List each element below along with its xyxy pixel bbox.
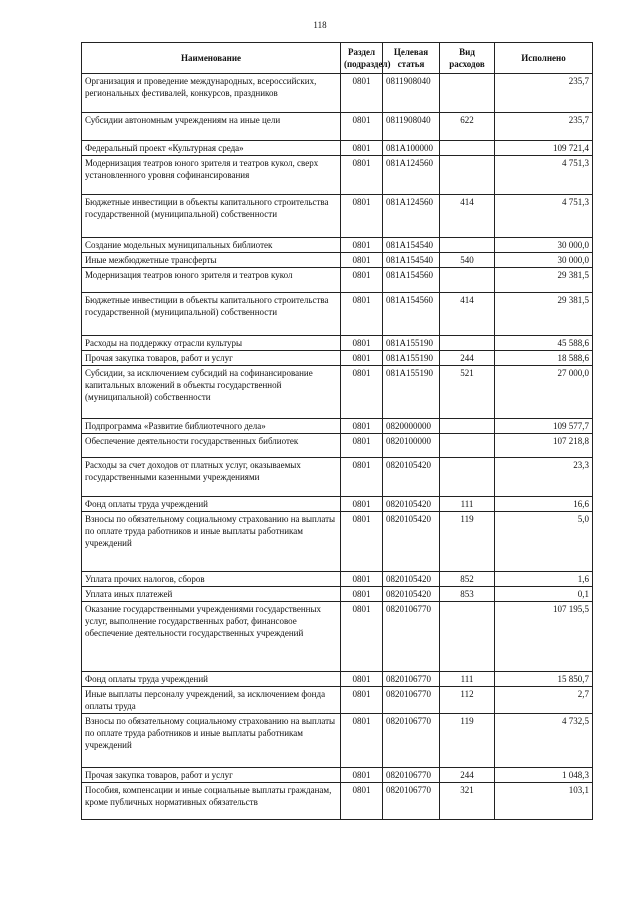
table-row — [82, 351, 593, 366]
header-section: Раздел (подраздел) — [341, 43, 383, 74]
table-row — [82, 366, 593, 419]
row-target: 0820000000 — [383, 419, 440, 434]
row-kind: 414 — [440, 195, 495, 238]
table-row — [82, 572, 593, 587]
row-amount: 30 000,0 — [495, 238, 593, 253]
row-kind — [440, 336, 495, 351]
row-section: 0801 — [341, 74, 383, 113]
row-name: Расходы на поддержку отрасли культуры — [82, 336, 341, 351]
row-amount: 109 577,7 — [495, 419, 593, 434]
row-kind: 540 — [440, 253, 495, 268]
table-row — [82, 497, 593, 512]
row-target: 0820106770 — [383, 783, 440, 820]
table-row — [82, 672, 593, 687]
row-section: 0801 — [341, 238, 383, 253]
row-target: 081A155190 — [383, 351, 440, 366]
row-target: 081A154540 — [383, 238, 440, 253]
row-kind: 853 — [440, 587, 495, 602]
row-target: 081A124560 — [383, 195, 440, 238]
row-name: Бюджетные инвестиции в объекты капитального строительства государственной (муниципальной) собственности — [82, 195, 341, 238]
row-amount: 45 588,6 — [495, 336, 593, 351]
row-kind — [440, 602, 495, 672]
row-amount: 15 850,7 — [495, 672, 593, 687]
row-kind — [440, 238, 495, 253]
row-section: 0801 — [341, 419, 383, 434]
table-row — [82, 156, 593, 195]
row-name: Бюджетные инвестиции в объекты капитального строительства государственной (муниципальной) собственности — [82, 293, 341, 336]
table-row — [82, 141, 593, 156]
row-amount: 29 381,5 — [495, 268, 593, 293]
row-name: Иные межбюджетные трансферты — [82, 253, 341, 268]
row-target: 081A155190 — [383, 366, 440, 419]
row-section: 0801 — [341, 195, 383, 238]
row-name: Уплата иных платежей — [82, 587, 341, 602]
row-amount: 4 751,3 — [495, 156, 593, 195]
row-section: 0801 — [341, 293, 383, 336]
row-target: 0820105420 — [383, 572, 440, 587]
row-section: 0801 — [341, 768, 383, 783]
table-row — [82, 602, 593, 672]
row-target: 0820106770 — [383, 768, 440, 783]
table-row — [82, 238, 593, 253]
header-amount: Исполнено — [495, 43, 593, 74]
row-kind: 244 — [440, 351, 495, 366]
table-row — [82, 419, 593, 434]
row-kind: 852 — [440, 572, 495, 587]
table-row — [82, 293, 593, 336]
row-section: 0801 — [341, 141, 383, 156]
row-target: 0820100000 — [383, 434, 440, 458]
row-kind: 111 — [440, 672, 495, 687]
row-amount: 29 381,5 — [495, 293, 593, 336]
row-amount: 16,6 — [495, 497, 593, 512]
row-target: 0820105420 — [383, 587, 440, 602]
row-amount: 27 000,0 — [495, 366, 593, 419]
row-section: 0801 — [341, 113, 383, 141]
row-target: 081A154540 — [383, 253, 440, 268]
row-name: Субсидии автономным учреждениям на иные цели — [82, 113, 341, 141]
row-name: Модернизация театров юного зрителя и театров кукол, сверх установленного уровня софинансирования — [82, 156, 341, 195]
header-name: Наименование — [82, 43, 341, 74]
row-amount: 5,0 — [495, 512, 593, 572]
row-amount: 0,1 — [495, 587, 593, 602]
row-amount: 1 048,3 — [495, 768, 593, 783]
header-kind: Вид расходов — [440, 43, 495, 74]
row-kind — [440, 74, 495, 113]
row-amount: 2,7 — [495, 687, 593, 714]
row-name: Иные выплаты персоналу учреждений, за исключением фонда оплаты труда — [82, 687, 341, 714]
row-section: 0801 — [341, 336, 383, 351]
row-name: Пособия, компенсации и иные социальные выплаты гражданам, кроме публичных нормативных обязательств — [82, 783, 341, 820]
row-name: Модернизация театров юного зрителя и театров кукол — [82, 268, 341, 293]
table-row — [82, 687, 593, 714]
table-row — [82, 768, 593, 783]
row-name: Обеспечение деятельности государственных библиотек — [82, 434, 341, 458]
row-section: 0801 — [341, 458, 383, 497]
row-amount: 18 588,6 — [495, 351, 593, 366]
row-kind: 111 — [440, 497, 495, 512]
row-section: 0801 — [341, 351, 383, 366]
row-amount: 103,1 — [495, 783, 593, 820]
row-amount: 23,3 — [495, 458, 593, 497]
table-row — [82, 714, 593, 768]
row-section: 0801 — [341, 512, 383, 572]
row-section: 0801 — [341, 268, 383, 293]
table-row — [82, 253, 593, 268]
row-section: 0801 — [341, 572, 383, 587]
row-kind — [440, 141, 495, 156]
table-row — [82, 458, 593, 497]
table-row — [82, 268, 593, 293]
row-kind — [440, 458, 495, 497]
row-target: 0811908040 — [383, 74, 440, 113]
row-target: 0820105420 — [383, 512, 440, 572]
row-amount: 4 751,3 — [495, 195, 593, 238]
row-section: 0801 — [341, 602, 383, 672]
header-target: Целевая статья — [383, 43, 440, 74]
row-kind — [440, 419, 495, 434]
row-name: Оказание государственными учреждениями государственных услуг, выполнение государственных работ, финансовое обеспечение деятельности государственных учреждений — [82, 602, 341, 672]
row-amount: 107 218,8 — [495, 434, 593, 458]
row-name: Прочая закупка товаров, работ и услуг — [82, 351, 341, 366]
row-target: 0820105420 — [383, 497, 440, 512]
row-amount: 235,7 — [495, 74, 593, 113]
row-name: Взносы по обязательному социальному страхованию на выплаты по оплате труда работников и иные выплаты работникам учреждений — [82, 512, 341, 572]
row-kind: 622 — [440, 113, 495, 141]
row-kind: 521 — [440, 366, 495, 419]
table-row — [82, 74, 593, 113]
row-target: 0820106770 — [383, 602, 440, 672]
row-target: 0820105420 — [383, 458, 440, 497]
row-section: 0801 — [341, 687, 383, 714]
row-section: 0801 — [341, 497, 383, 512]
table-row — [82, 195, 593, 238]
row-name: Фонд оплаты труда учреждений — [82, 672, 341, 687]
table-row — [82, 113, 593, 141]
row-kind: 414 — [440, 293, 495, 336]
row-amount: 107 195,5 — [495, 602, 593, 672]
table-row — [82, 587, 593, 602]
row-amount: 1,6 — [495, 572, 593, 587]
row-target: 081A124560 — [383, 156, 440, 195]
row-amount: 235,7 — [495, 113, 593, 141]
row-name: Уплата прочих налогов, сборов — [82, 572, 341, 587]
row-section: 0801 — [341, 366, 383, 419]
row-kind: 321 — [440, 783, 495, 820]
row-section: 0801 — [341, 714, 383, 768]
row-target: 081A154560 — [383, 293, 440, 336]
row-target: 0820106770 — [383, 714, 440, 768]
row-section: 0801 — [341, 253, 383, 268]
row-name: Подпрограмма «Развитие библиотечного дела» — [82, 419, 341, 434]
row-kind — [440, 268, 495, 293]
row-kind: 244 — [440, 768, 495, 783]
row-name: Взносы по обязательному социальному страхованию на выплаты по оплате труда работников и иные выплаты работникам учреждений — [82, 714, 341, 768]
row-name: Организация и проведение международных, всероссийских, региональных фестивалей, конкурсов, праздников — [82, 74, 341, 113]
table-row — [82, 512, 593, 572]
row-target: 0820106770 — [383, 672, 440, 687]
row-section: 0801 — [341, 672, 383, 687]
table-body — [82, 74, 593, 820]
row-target: 0820106770 — [383, 687, 440, 714]
row-amount: 30 000,0 — [495, 253, 593, 268]
row-target: 081A154560 — [383, 268, 440, 293]
table-row — [82, 434, 593, 458]
row-amount: 4 732,5 — [495, 714, 593, 768]
row-target: 081A155190 — [383, 336, 440, 351]
row-kind: 112 — [440, 687, 495, 714]
page-number: 118 — [313, 20, 327, 30]
row-kind: 119 — [440, 714, 495, 768]
row-name: Создание модельных муниципальных библиотек — [82, 238, 341, 253]
row-name: Субсидии, за исключением субсидий на софинансирование капитальных вложений в объекты государственной (муниципальной) собственности — [82, 366, 341, 419]
row-kind — [440, 434, 495, 458]
row-kind — [440, 156, 495, 195]
row-section: 0801 — [341, 783, 383, 820]
row-section: 0801 — [341, 587, 383, 602]
row-amount: 109 721,4 — [495, 141, 593, 156]
budget-table — [81, 42, 593, 820]
row-name: Расходы за счет доходов от платных услуг, оказываемых государственными казенными учреждениями — [82, 458, 341, 497]
row-section: 0801 — [341, 434, 383, 458]
row-name: Прочая закупка товаров, работ и услуг — [82, 768, 341, 783]
row-target: 081A100000 — [383, 141, 440, 156]
table-row — [82, 783, 593, 820]
table-header-row — [82, 43, 593, 74]
row-target: 0811908040 — [383, 113, 440, 141]
table-row — [82, 336, 593, 351]
row-name: Федеральный проект «Культурная среда» — [82, 141, 341, 156]
row-kind: 119 — [440, 512, 495, 572]
row-section: 0801 — [341, 156, 383, 195]
row-name: Фонд оплаты труда учреждений — [82, 497, 341, 512]
